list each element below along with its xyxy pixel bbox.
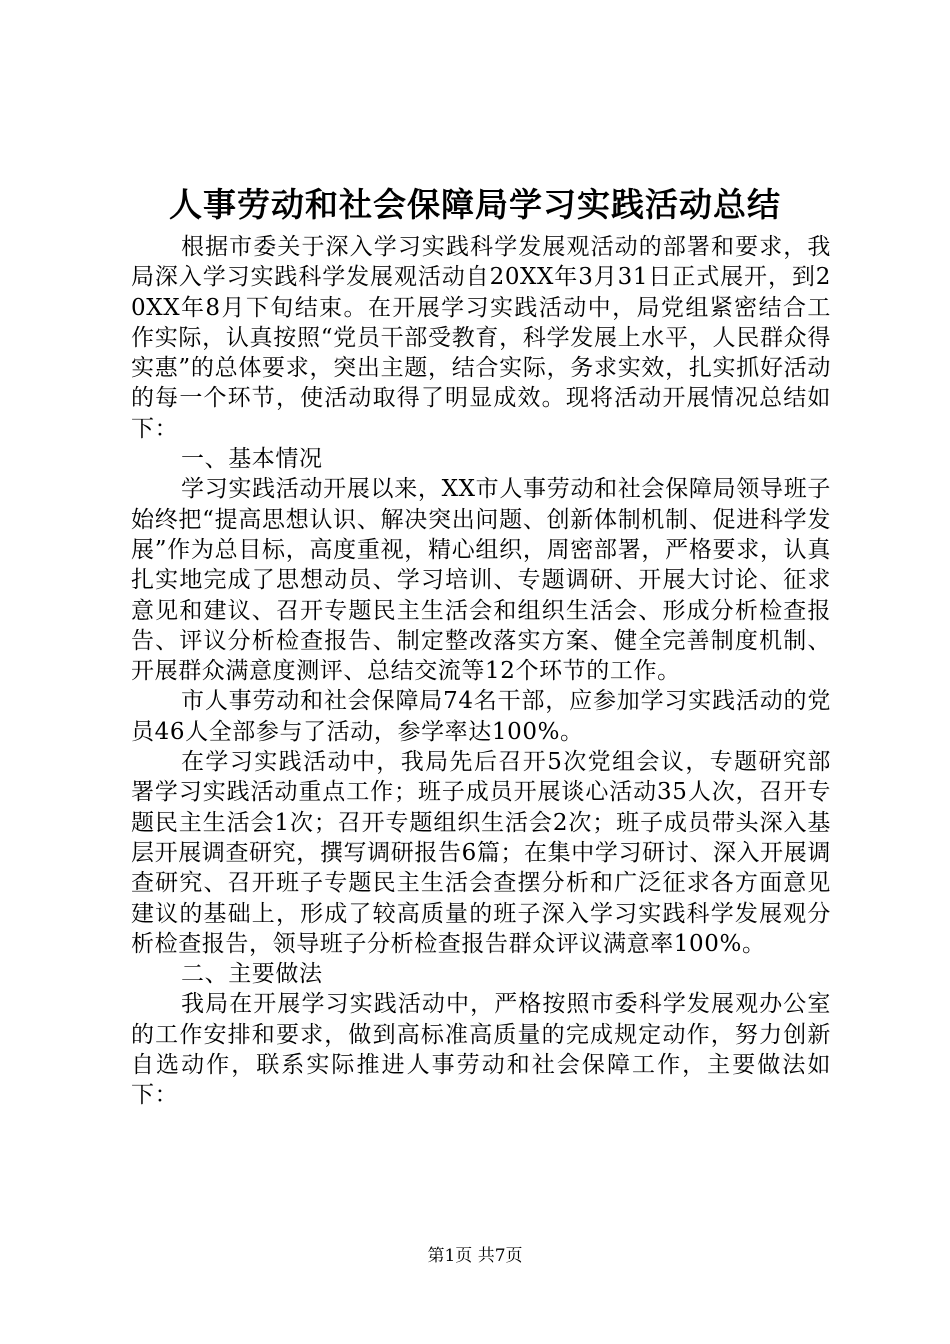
document-title: 人事劳动和社会保障局学习实践活动总结: [169, 185, 781, 224]
body-paragraph: 我局在开展学习实践活动中，严格按照市委科学发展观办公室的工作安排和要求，做到高标准高质量的完成规定动作，努力创新自选动作，联系实际推进人事劳动和社会保障工作，主要做法如下：: [131, 991, 831, 1109]
section-heading-main-practices: 二、主要做法: [181, 961, 323, 988]
body-paragraph: 市人事劳动和社会保障局74名干部，应参加学习实践活动的党员46人全部参与了活动，参学率达100%。: [131, 688, 831, 745]
document-body: [131, 232, 831, 1111]
page-footer: 第1页 共7页: [427, 1246, 523, 1266]
body-paragraph: 在学习实践活动中，我局先后召开5次党组会议，专题研究部署学习实践活动重点工作；班子成员开展谈心活动35人次，召开专题民主生活会1次；召开专题组织生活会2次；班子成员带头深入基层开展调查研究，撰写调研报告6篇；在集中学习研讨、深入开展调查研究、召开班子专题民主生活会查摆分析和广泛征求各方面意见建议的基础上，形成了较高质量的班子深入学习实践科学发展观分析检查报告，领导班子分析检查报告群众评议满意率100%。: [131, 749, 831, 957]
body-paragraph: 学习实践活动开展以来，XX市人事劳动和社会保障局领导班子始终把“提高思想认识、解决突出问题、创新体制机制、促进科学发展”作为总目标，高度重视，精心组织，周密部署，严格要求，认真扎实地完成了思想动员、学习培训、专题调研、开展大讨论、征求意见和建议、召开专题民主生活会和组织生活会、形成分析检查报告、评议分析检查报告、制定整改落实方案、健全完善制度机制、开展群众满意度测评、总结交流等12个环节的工作。: [131, 476, 831, 685]
intro-paragraph: 根据市委关于深入学习实践科学发展观活动的部署和要求，我局深入学习实践科学发展观活动自20XX年3月31日正式展开，到20XX年8月下旬结束。在开展学习实践活动中，局党组紧密结合工作实际，认真按照“党员干部受教育，科学发展上水平，人民群众得实惠”的总体要求，突出主题，结合实际，务求实效，扎实抓好活动的每一个环节，使活动取得了明显成效。现将活动开展情况总结如下：: [131, 234, 831, 442]
section-heading-basic-situation: 一、基本情况: [181, 446, 323, 473]
